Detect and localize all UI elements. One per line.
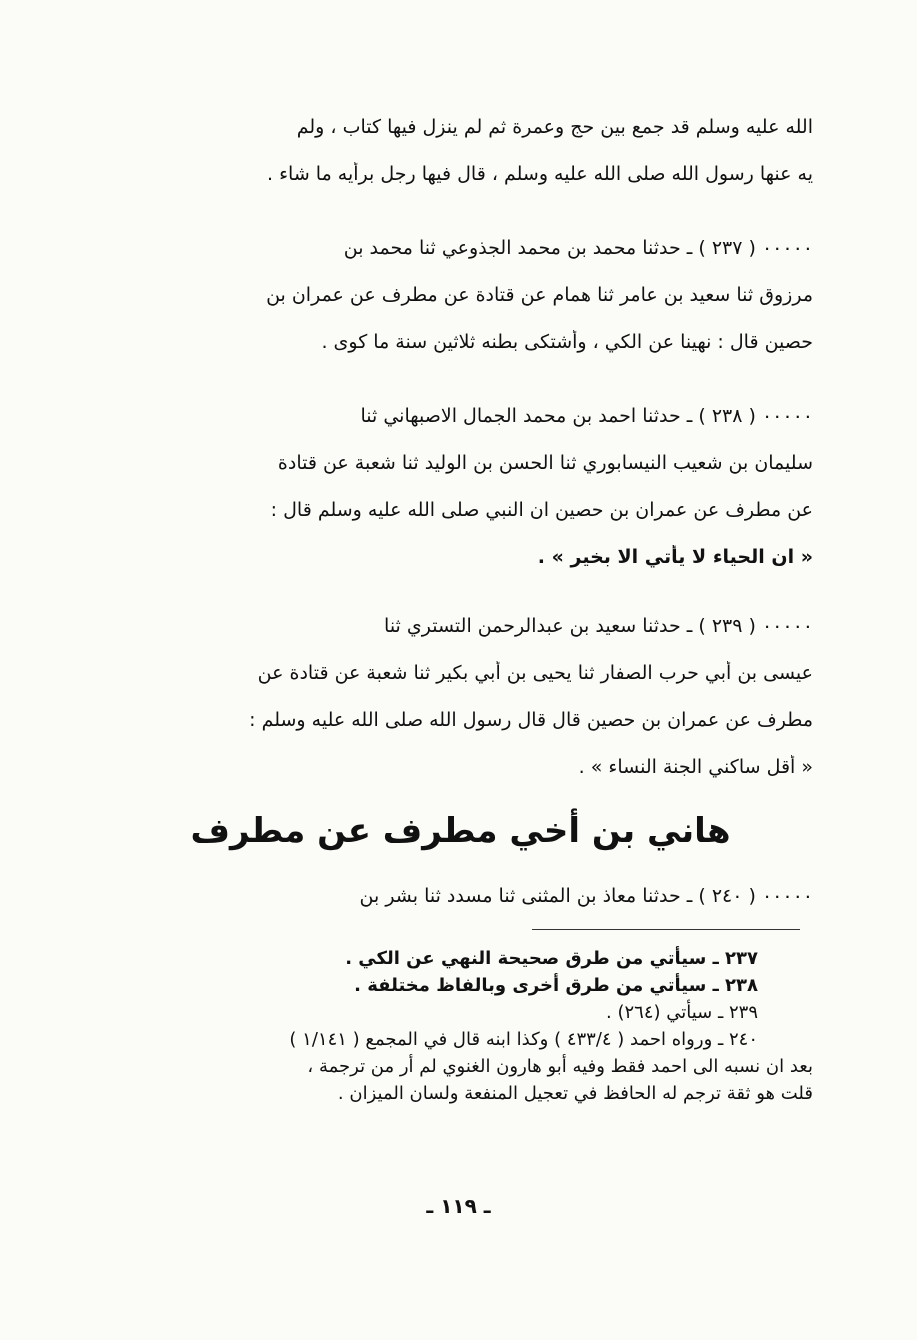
text-line: يه عنها رسول الله صلى الله عليه وسلم ، قال فيها رجل برأيه ما شاء . [267,163,813,185]
footnotes [108,945,813,1107]
text-line: ٠٠٠٠٠ ( ٢٣٨ ) ـ حدثنا احمد بن محمد الجمال الاصبهاني ثنا [360,405,813,427]
hadith-239 [108,614,813,802]
text-line: سليمان بن شعيب النيسابوري ثنا الحسن بن الوليد ثنا شعبة عن قتادة [277,452,813,474]
text-line: مرزوق ثنا سعيد بن عامر ثنا همام عن قتادة عن مطرف عن عمران بن [266,284,813,306]
text-line: الله عليه وسلم قد جمع بين حج وعمرة ثم لم ينزل فيها كتاب ، ولم [296,116,813,138]
text-line: عن مطرف عن عمران بن حصين ان النبي صلى الله عليه وسلم قال : [270,499,813,521]
hadith-238 [108,404,813,592]
footnote-237: ٢٣٧ ـ سيأتي من طرق صحيحة النهي عن الكي . [345,948,758,969]
footnote-240-cont: بعد ان نسبه الى احمد فقط وفيه أبو هارون الغنوي لم أر من ترجمة ، [307,1056,813,1077]
section-heading: هاني بن أخي مطرف عن مطرف [190,811,731,851]
footnote-238: ٢٣٨ ـ سيأتي من طرق أخرى وبالفاظ مختلفة . [354,975,758,996]
footnote-239: ٢٣٩ ـ سيأتي (٢٦٤) . [606,1002,758,1023]
text-line: « ان الحياء لا يأتي الا بخير » . [537,546,813,568]
text-line: حصين قال : نهينا عن الكي ، وأشتكى بطنه ثلاثين سنة ما كوى . [321,331,813,353]
hadith-240 [108,884,813,909]
page-number: ـ ١١٩ ـ [426,1194,491,1218]
text-line: ٠٠٠٠٠ ( ٢٣٧ ) ـ حدثنا محمد بن محمد الجذوعي ثنا محمد بن [343,237,813,259]
text-line: ٠٠٠٠٠ ( ٢٤٠ ) ـ حدثنا معاذ بن المثنى ثنا مسدد ثنا بشر بن [359,885,813,907]
text-line: « أقل ساكني الجنة النساء » . [578,756,813,778]
hadith-237 [108,236,813,377]
footnote-divider [532,929,800,930]
text-line: عيسى بن أبي حرب الصفار ثنا يحيى بن أبي بكير ثنا شعبة عن قتادة عن [257,662,813,684]
text-line: مطرف عن عمران بن حصين قال قال رسول الله صلى الله عليه وسلم : [249,709,813,731]
footnote-240: ٢٤٠ ـ ورواه احمد ( ٤٣٣/٤ ) وكذا ابنه قال في المجمع ( ١/١٤١ ) [289,1029,758,1050]
paragraph-continuation [108,115,813,209]
footnote-240-cont: قلت هو ثقة ترجم له الحافظ في تعجيل المنفعة ولسان الميزان . [337,1083,813,1104]
text-line: ٠٠٠٠٠ ( ٢٣٩ ) ـ حدثنا سعيد بن عبدالرحمن التستري ثنا [384,615,813,637]
